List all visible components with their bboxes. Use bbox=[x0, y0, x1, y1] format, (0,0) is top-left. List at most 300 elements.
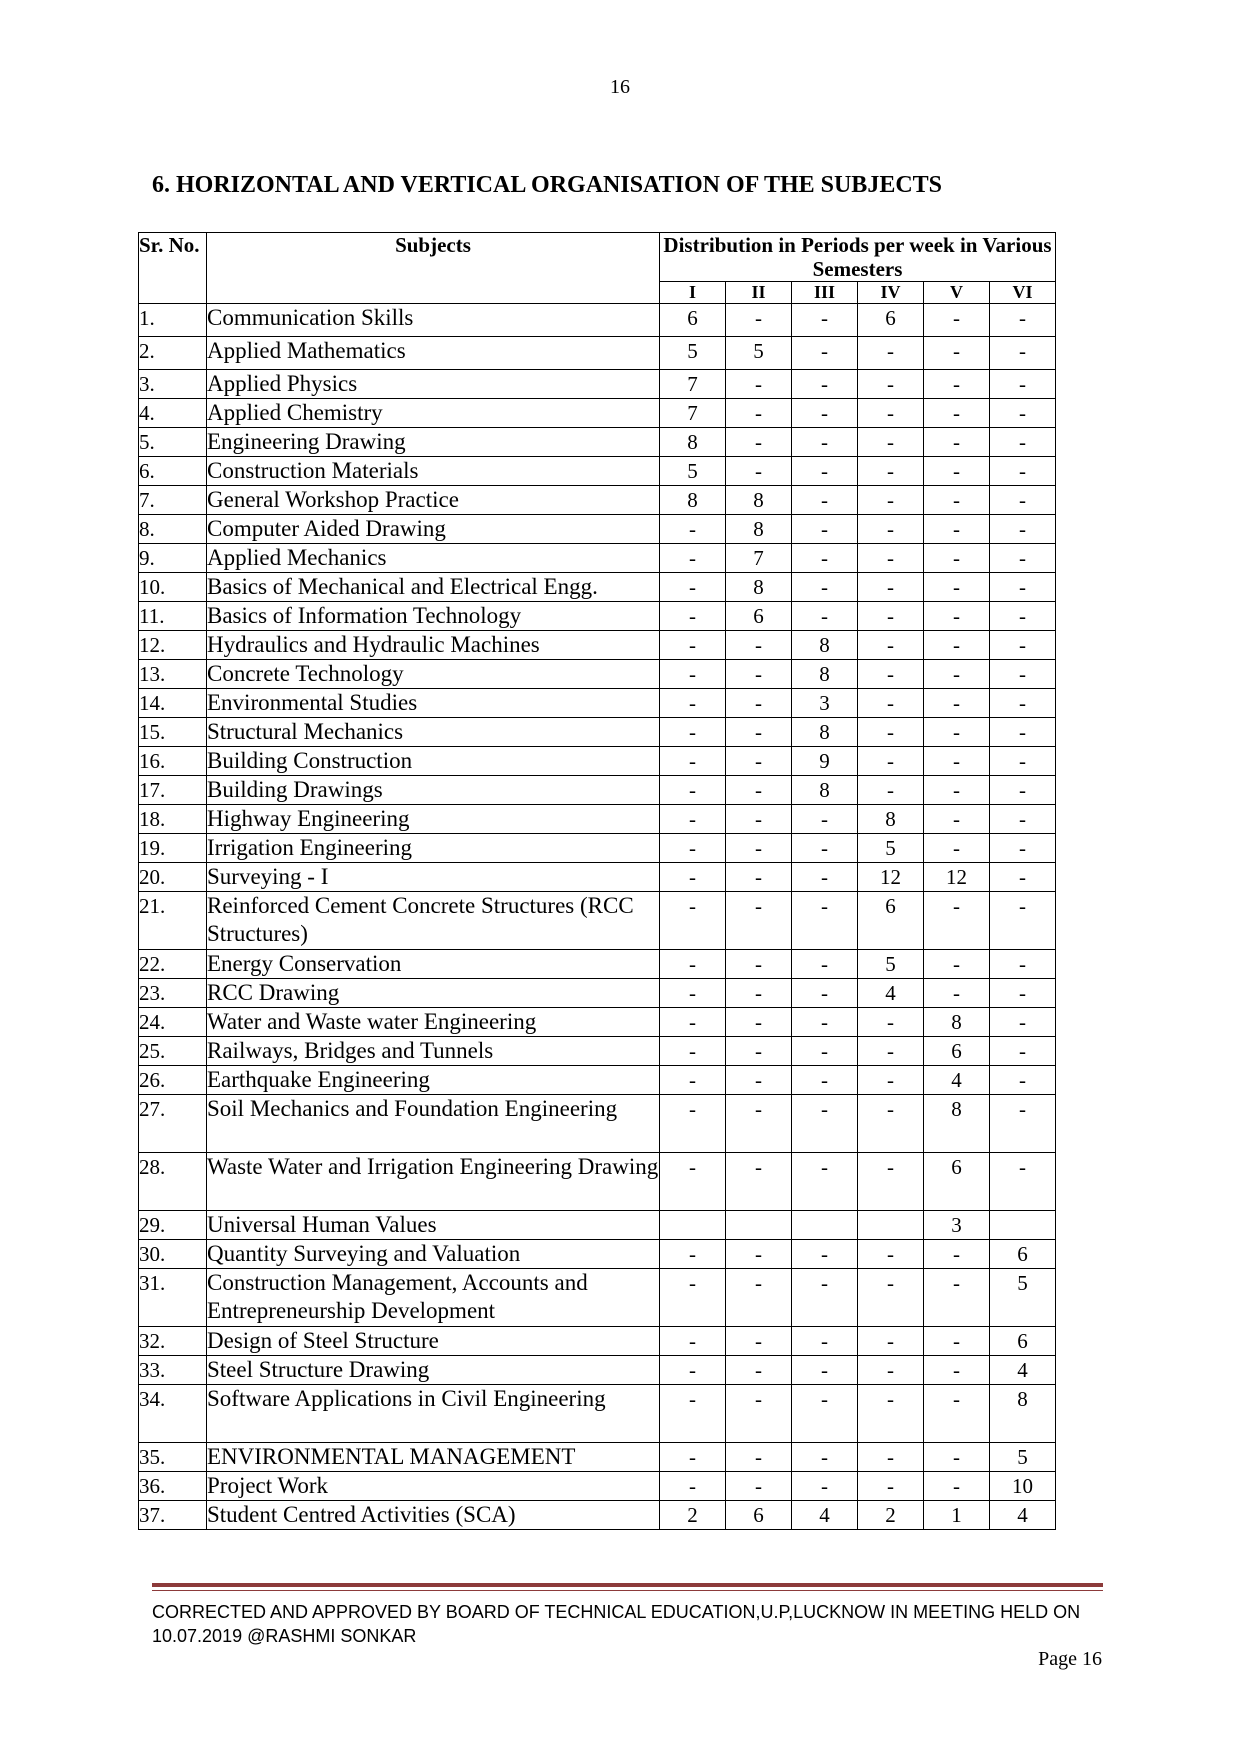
row-sr-no: 23. bbox=[139, 979, 207, 1008]
row-period-value: - bbox=[858, 718, 924, 747]
row-subject: Structural Mechanics bbox=[207, 718, 660, 747]
row-sr-no: 28. bbox=[139, 1153, 207, 1211]
row-period-value bbox=[792, 1211, 858, 1240]
row-period-value: 12 bbox=[858, 863, 924, 892]
row-period-value: - bbox=[660, 1066, 726, 1095]
table-row bbox=[139, 1501, 1056, 1530]
row-period-value: - bbox=[858, 1443, 924, 1472]
row-period-value: - bbox=[924, 602, 990, 631]
row-period-value: - bbox=[858, 631, 924, 660]
row-sr-no: 36. bbox=[139, 1472, 207, 1501]
row-sr-no: 30. bbox=[139, 1240, 207, 1269]
table-row bbox=[139, 718, 1056, 747]
table-row bbox=[139, 631, 1056, 660]
row-period-value: - bbox=[660, 1385, 726, 1443]
row-period-value: - bbox=[660, 805, 726, 834]
row-period-value: - bbox=[990, 776, 1056, 805]
row-period-value: - bbox=[858, 370, 924, 399]
row-period-value: - bbox=[858, 776, 924, 805]
row-period-value: - bbox=[792, 370, 858, 399]
row-period-value: - bbox=[792, 1008, 858, 1037]
table-row bbox=[139, 1095, 1056, 1153]
row-period-value: - bbox=[924, 1356, 990, 1385]
row-period-value: - bbox=[792, 805, 858, 834]
row-period-value: 8 bbox=[660, 428, 726, 457]
row-period-value: 8 bbox=[792, 718, 858, 747]
row-period-value: 6 bbox=[924, 1037, 990, 1066]
row-period-value: - bbox=[858, 1240, 924, 1269]
row-period-value: - bbox=[726, 1008, 792, 1037]
table-row bbox=[139, 370, 1056, 399]
table-row bbox=[139, 1008, 1056, 1037]
row-period-value: - bbox=[660, 602, 726, 631]
table-row bbox=[139, 1443, 1056, 1472]
row-subject: Engineering Drawing bbox=[207, 428, 660, 457]
table-row bbox=[139, 805, 1056, 834]
row-subject: Environmental Studies bbox=[207, 689, 660, 718]
table-row bbox=[139, 834, 1056, 863]
row-subject: Railways, Bridges and Tunnels bbox=[207, 1037, 660, 1066]
row-period-value: - bbox=[726, 689, 792, 718]
row-sr-no: 22. bbox=[139, 950, 207, 979]
row-subject: Surveying - I bbox=[207, 863, 660, 892]
row-period-value: - bbox=[792, 834, 858, 863]
row-period-value: - bbox=[792, 1472, 858, 1501]
row-period-value: - bbox=[858, 602, 924, 631]
row-period-value: - bbox=[660, 1095, 726, 1153]
row-sr-no: 20. bbox=[139, 863, 207, 892]
row-period-value: 8 bbox=[660, 486, 726, 515]
row-subject: Reinforced Cement Concrete Structures (RCC Structures) bbox=[207, 892, 660, 950]
section-title: 6. HORIZONTAL AND VERTICAL ORGANISATION OF THE SUBJECTS bbox=[152, 172, 943, 198]
row-period-value: - bbox=[858, 1153, 924, 1211]
row-period-value: - bbox=[792, 1066, 858, 1095]
row-period-value: - bbox=[660, 1327, 726, 1356]
row-period-value: - bbox=[660, 1472, 726, 1501]
row-sr-no: 6. bbox=[139, 457, 207, 486]
row-period-value: 4 bbox=[792, 1501, 858, 1530]
row-sr-no: 26. bbox=[139, 1066, 207, 1095]
row-period-value: - bbox=[726, 892, 792, 950]
row-subject: Universal Human Values bbox=[207, 1211, 660, 1240]
row-period-value: - bbox=[990, 544, 1056, 573]
row-period-value: - bbox=[924, 399, 990, 428]
row-sr-no: 32. bbox=[139, 1327, 207, 1356]
row-subject: Construction Materials bbox=[207, 457, 660, 486]
row-period-value: - bbox=[660, 1356, 726, 1385]
row-period-value: - bbox=[726, 1327, 792, 1356]
subjects-table bbox=[138, 232, 1056, 1530]
row-period-value: - bbox=[726, 1095, 792, 1153]
semester-header: VI bbox=[990, 282, 1056, 304]
row-period-value: - bbox=[990, 950, 1056, 979]
row-period-value: - bbox=[792, 573, 858, 602]
row-period-value: - bbox=[792, 457, 858, 486]
row-period-value: - bbox=[990, 370, 1056, 399]
row-period-value: - bbox=[726, 1066, 792, 1095]
row-sr-no: 21. bbox=[139, 892, 207, 950]
row-sr-no: 31. bbox=[139, 1269, 207, 1327]
header-distribution: Distribution in Periods per week in Various Semesters bbox=[660, 233, 1056, 282]
row-period-value: - bbox=[924, 428, 990, 457]
row-period-value: 8 bbox=[792, 631, 858, 660]
row-period-value: - bbox=[858, 660, 924, 689]
row-period-value: - bbox=[924, 776, 990, 805]
row-period-value: - bbox=[792, 337, 858, 370]
row-subject: Applied Physics bbox=[207, 370, 660, 399]
row-period-value: - bbox=[990, 399, 1056, 428]
row-subject: General Workshop Practice bbox=[207, 486, 660, 515]
row-period-value: - bbox=[660, 718, 726, 747]
row-subject: RCC Drawing bbox=[207, 979, 660, 1008]
table-row bbox=[139, 602, 1056, 631]
table-body bbox=[139, 304, 1056, 1530]
row-period-value: - bbox=[990, 573, 1056, 602]
row-sr-no: 14. bbox=[139, 689, 207, 718]
row-period-value: - bbox=[858, 486, 924, 515]
row-period-value: - bbox=[924, 660, 990, 689]
row-period-value: - bbox=[858, 544, 924, 573]
row-period-value: - bbox=[660, 834, 726, 863]
footer-approval-text: CORRECTED AND APPROVED BY BOARD OF TECHNICAL EDUCATION,U.P,LUCKNOW IN MEETING HELD ON 10.07.2019 @RASHMI SONKAR bbox=[152, 1602, 1081, 1646]
row-subject: Highway Engineering bbox=[207, 805, 660, 834]
row-period-value: - bbox=[990, 602, 1056, 631]
row-period-value: - bbox=[792, 304, 858, 337]
row-period-value: - bbox=[726, 776, 792, 805]
row-subject: Earthquake Engineering bbox=[207, 1066, 660, 1095]
row-subject: Irrigation Engineering bbox=[207, 834, 660, 863]
row-period-value bbox=[858, 1211, 924, 1240]
row-period-value: - bbox=[792, 399, 858, 428]
row-subject: Computer Aided Drawing bbox=[207, 515, 660, 544]
row-subject: Project Work bbox=[207, 1472, 660, 1501]
row-period-value: - bbox=[858, 1008, 924, 1037]
row-subject: Communication Skills bbox=[207, 304, 660, 337]
row-period-value: - bbox=[858, 1385, 924, 1443]
row-period-value: 5 bbox=[858, 950, 924, 979]
row-period-value: - bbox=[726, 805, 792, 834]
row-period-value: - bbox=[726, 1269, 792, 1327]
row-period-value: - bbox=[726, 1385, 792, 1443]
table-row bbox=[139, 979, 1056, 1008]
row-sr-no: 1. bbox=[139, 304, 207, 337]
row-period-value: - bbox=[660, 544, 726, 573]
row-period-value: - bbox=[660, 515, 726, 544]
row-period-value: - bbox=[660, 573, 726, 602]
table-row bbox=[139, 1385, 1056, 1443]
row-sr-no: 15. bbox=[139, 718, 207, 747]
row-subject: Concrete Technology bbox=[207, 660, 660, 689]
row-period-value: - bbox=[726, 304, 792, 337]
row-period-value: - bbox=[726, 428, 792, 457]
row-period-value: 4 bbox=[990, 1501, 1056, 1530]
row-period-value: 3 bbox=[924, 1211, 990, 1240]
footer-rule-thin bbox=[152, 1590, 1103, 1591]
row-period-value: 6 bbox=[726, 602, 792, 631]
row-period-value: 8 bbox=[990, 1385, 1056, 1443]
row-sr-no: 17. bbox=[139, 776, 207, 805]
table-row bbox=[139, 428, 1056, 457]
row-period-value: - bbox=[792, 1385, 858, 1443]
row-sr-no: 19. bbox=[139, 834, 207, 863]
row-period-value: - bbox=[726, 399, 792, 428]
row-period-value: - bbox=[924, 834, 990, 863]
row-period-value: - bbox=[990, 718, 1056, 747]
row-period-value: 6 bbox=[660, 304, 726, 337]
row-period-value: - bbox=[990, 1095, 1056, 1153]
header-subjects: Subjects bbox=[207, 233, 660, 304]
row-period-value: - bbox=[990, 631, 1056, 660]
row-period-value: - bbox=[990, 304, 1056, 337]
row-period-value: 6 bbox=[858, 892, 924, 950]
row-period-value: - bbox=[660, 689, 726, 718]
row-period-value: 5 bbox=[726, 337, 792, 370]
row-period-value: - bbox=[792, 544, 858, 573]
row-period-value: - bbox=[792, 602, 858, 631]
semester-header: III bbox=[792, 282, 858, 304]
row-period-value: - bbox=[990, 428, 1056, 457]
row-period-value: - bbox=[924, 1240, 990, 1269]
footer-rule-thick bbox=[152, 1583, 1103, 1587]
row-period-value: - bbox=[858, 457, 924, 486]
table-row bbox=[139, 337, 1056, 370]
table-row bbox=[139, 515, 1056, 544]
row-sr-no: 4. bbox=[139, 399, 207, 428]
row-period-value: - bbox=[726, 718, 792, 747]
row-subject: Software Applications in Civil Engineering bbox=[207, 1385, 660, 1443]
table-row bbox=[139, 1211, 1056, 1240]
row-period-value: - bbox=[990, 892, 1056, 950]
row-period-value: 5 bbox=[990, 1269, 1056, 1327]
row-period-value: - bbox=[792, 1037, 858, 1066]
row-period-value: - bbox=[990, 805, 1056, 834]
row-period-value: 7 bbox=[660, 399, 726, 428]
table-row bbox=[139, 1066, 1056, 1095]
row-period-value: - bbox=[726, 631, 792, 660]
row-period-value: - bbox=[924, 457, 990, 486]
row-period-value: - bbox=[660, 747, 726, 776]
row-period-value: 7 bbox=[660, 370, 726, 399]
row-sr-no: 37. bbox=[139, 1501, 207, 1530]
table-row bbox=[139, 1240, 1056, 1269]
row-subject: Basics of Information Technology bbox=[207, 602, 660, 631]
table-row bbox=[139, 950, 1056, 979]
table-row bbox=[139, 457, 1056, 486]
row-period-value: - bbox=[726, 370, 792, 399]
table-row bbox=[139, 399, 1056, 428]
row-period-value: - bbox=[924, 718, 990, 747]
table-row bbox=[139, 747, 1056, 776]
row-period-value: - bbox=[660, 1269, 726, 1327]
row-period-value: - bbox=[990, 689, 1056, 718]
row-period-value: - bbox=[924, 1327, 990, 1356]
row-period-value: - bbox=[924, 304, 990, 337]
row-period-value: 5 bbox=[660, 457, 726, 486]
row-subject: Building Drawings bbox=[207, 776, 660, 805]
row-period-value: - bbox=[924, 805, 990, 834]
page-number-top: 16 bbox=[610, 76, 630, 98]
row-period-value bbox=[726, 1211, 792, 1240]
row-period-value: - bbox=[660, 1240, 726, 1269]
row-period-value: - bbox=[660, 1037, 726, 1066]
row-period-value: - bbox=[726, 1472, 792, 1501]
row-period-value: - bbox=[924, 689, 990, 718]
row-period-value: - bbox=[792, 1240, 858, 1269]
row-period-value: - bbox=[792, 1153, 858, 1211]
row-subject: Building Construction bbox=[207, 747, 660, 776]
table-row bbox=[139, 776, 1056, 805]
row-period-value: - bbox=[990, 337, 1056, 370]
semester-header: V bbox=[924, 282, 990, 304]
row-period-value: - bbox=[726, 1037, 792, 1066]
row-period-value: - bbox=[924, 515, 990, 544]
table-row bbox=[139, 1269, 1056, 1327]
row-subject: Applied Mathematics bbox=[207, 337, 660, 370]
row-subject: Quantity Surveying and Valuation bbox=[207, 1240, 660, 1269]
row-period-value: - bbox=[660, 1443, 726, 1472]
row-period-value: - bbox=[792, 979, 858, 1008]
row-subject: ENVIRONMENTAL MANAGEMENT bbox=[207, 1443, 660, 1472]
row-sr-no: 7. bbox=[139, 486, 207, 515]
row-subject: Basics of Mechanical and Electrical Engg. bbox=[207, 573, 660, 602]
row-period-value: - bbox=[924, 1269, 990, 1327]
row-period-value: - bbox=[990, 1008, 1056, 1037]
row-period-value: 4 bbox=[990, 1356, 1056, 1385]
row-period-value: - bbox=[990, 457, 1056, 486]
table-row bbox=[139, 573, 1056, 602]
row-period-value: - bbox=[858, 1066, 924, 1095]
row-period-value: - bbox=[660, 950, 726, 979]
row-period-value: 8 bbox=[858, 805, 924, 834]
row-period-value: - bbox=[726, 1153, 792, 1211]
row-period-value: - bbox=[858, 689, 924, 718]
row-period-value: - bbox=[792, 1095, 858, 1153]
table-row bbox=[139, 1327, 1056, 1356]
row-period-value: - bbox=[858, 1269, 924, 1327]
row-period-value: - bbox=[858, 1327, 924, 1356]
footer-page-label: Page 16 bbox=[1038, 1648, 1102, 1670]
row-period-value: - bbox=[792, 428, 858, 457]
row-period-value: - bbox=[858, 1356, 924, 1385]
row-period-value: - bbox=[660, 892, 726, 950]
row-period-value: - bbox=[660, 1153, 726, 1211]
row-sr-no: 18. bbox=[139, 805, 207, 834]
row-period-value: - bbox=[990, 747, 1056, 776]
row-period-value: 8 bbox=[792, 776, 858, 805]
row-period-value: 8 bbox=[792, 660, 858, 689]
row-period-value: - bbox=[924, 370, 990, 399]
table-row bbox=[139, 689, 1056, 718]
row-period-value: - bbox=[858, 1095, 924, 1153]
row-period-value: 8 bbox=[726, 573, 792, 602]
row-period-value: - bbox=[660, 979, 726, 1008]
semester-header: I bbox=[660, 282, 726, 304]
row-subject: Construction Management, Accounts and Entrepreneurship Development bbox=[207, 1269, 660, 1327]
semester-header: II bbox=[726, 282, 792, 304]
row-period-value: 8 bbox=[924, 1095, 990, 1153]
row-subject: Applied Chemistry bbox=[207, 399, 660, 428]
row-period-value: - bbox=[726, 1356, 792, 1385]
row-period-value bbox=[660, 1211, 726, 1240]
row-sr-no: 13. bbox=[139, 660, 207, 689]
row-period-value: - bbox=[660, 631, 726, 660]
row-period-value: - bbox=[858, 337, 924, 370]
row-period-value: 12 bbox=[924, 863, 990, 892]
row-sr-no: 24. bbox=[139, 1008, 207, 1037]
row-period-value: - bbox=[990, 863, 1056, 892]
row-subject: Water and Waste water Engineering bbox=[207, 1008, 660, 1037]
row-period-value: 6 bbox=[726, 1501, 792, 1530]
row-period-value: - bbox=[660, 863, 726, 892]
row-period-value: - bbox=[792, 486, 858, 515]
row-period-value: 2 bbox=[660, 1501, 726, 1530]
row-period-value: - bbox=[792, 1269, 858, 1327]
row-period-value: 5 bbox=[858, 834, 924, 863]
row-sr-no: 12. bbox=[139, 631, 207, 660]
row-period-value: - bbox=[990, 834, 1056, 863]
row-period-value: 6 bbox=[924, 1153, 990, 1211]
row-subject: Applied Mechanics bbox=[207, 544, 660, 573]
row-period-value: - bbox=[924, 1385, 990, 1443]
row-sr-no: 33. bbox=[139, 1356, 207, 1385]
row-subject: Soil Mechanics and Foundation Engineering bbox=[207, 1095, 660, 1153]
row-subject: Energy Conservation bbox=[207, 950, 660, 979]
row-period-value: - bbox=[726, 1443, 792, 1472]
table-row bbox=[139, 863, 1056, 892]
row-period-value: - bbox=[858, 1037, 924, 1066]
row-period-value: 7 bbox=[726, 544, 792, 573]
row-period-value: - bbox=[726, 457, 792, 486]
table-row bbox=[139, 1472, 1056, 1501]
row-sr-no: 8. bbox=[139, 515, 207, 544]
row-period-value: 10 bbox=[990, 1472, 1056, 1501]
row-period-value: - bbox=[792, 1443, 858, 1472]
row-period-value: 6 bbox=[990, 1327, 1056, 1356]
row-period-value: 4 bbox=[924, 1066, 990, 1095]
row-period-value: - bbox=[726, 1240, 792, 1269]
row-sr-no: 11. bbox=[139, 602, 207, 631]
row-period-value: - bbox=[726, 747, 792, 776]
row-period-value: - bbox=[726, 863, 792, 892]
row-period-value: 4 bbox=[858, 979, 924, 1008]
row-period-value: - bbox=[726, 950, 792, 979]
row-subject: Waste Water and Irrigation Engineering Drawing bbox=[207, 1153, 660, 1211]
row-sr-no: 3. bbox=[139, 370, 207, 399]
row-period-value: - bbox=[660, 1008, 726, 1037]
row-sr-no: 10. bbox=[139, 573, 207, 602]
row-period-value: - bbox=[858, 399, 924, 428]
row-period-value: - bbox=[924, 747, 990, 776]
row-period-value: - bbox=[858, 747, 924, 776]
row-sr-no: 25. bbox=[139, 1037, 207, 1066]
row-sr-no: 16. bbox=[139, 747, 207, 776]
row-period-value: - bbox=[726, 660, 792, 689]
row-sr-no: 27. bbox=[139, 1095, 207, 1153]
row-sr-no: 34. bbox=[139, 1385, 207, 1443]
row-period-value: 2 bbox=[858, 1501, 924, 1530]
table-row bbox=[139, 1356, 1056, 1385]
row-period-value: - bbox=[858, 1472, 924, 1501]
row-period-value: 3 bbox=[792, 689, 858, 718]
row-period-value: - bbox=[990, 515, 1056, 544]
row-period-value: - bbox=[990, 979, 1056, 1008]
row-period-value: - bbox=[924, 544, 990, 573]
table-row bbox=[139, 544, 1056, 573]
semester-header: IV bbox=[858, 282, 924, 304]
table-row bbox=[139, 660, 1056, 689]
row-period-value: 5 bbox=[990, 1443, 1056, 1472]
table-row bbox=[139, 1153, 1056, 1211]
